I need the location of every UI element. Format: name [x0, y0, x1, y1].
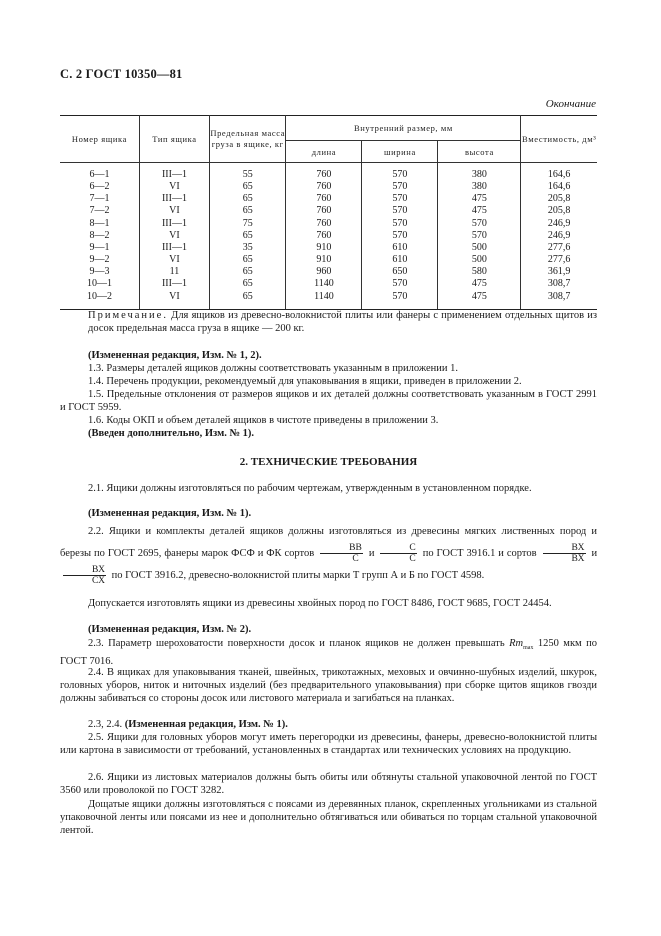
- col-mass-header: Предельная масса груза в ящике, кг: [210, 116, 286, 163]
- rm-subscript: max: [523, 645, 534, 652]
- fraction-c-c: $\frac{С}{С}$: [380, 543, 416, 564]
- table-cell: 205,8: [521, 193, 597, 205]
- note-label: Примечание.: [88, 310, 168, 321]
- para-allow: Допускается изготовлять ящики из древесины хвойных пород по ГОСТ 8486, ГОСТ 9685, ГОСТ 24454.: [88, 598, 552, 609]
- revision-note-1a: (Измененная редакция, Изм. № 1).: [88, 508, 252, 519]
- table-cell: VI: [139, 254, 209, 266]
- fraction-bb-c: $\frac{ВВ}{С}$: [320, 543, 363, 564]
- para-2-2-text-d: по ГОСТ 3916.2, древесно-волокнистой плиты марки Т групп А и Б по ГОСТ 4598.: [111, 570, 485, 581]
- table-row: [60, 230, 597, 242]
- table-cell: 7—2: [60, 205, 139, 217]
- table-row: [60, 218, 597, 230]
- table-cell: 910: [286, 254, 362, 266]
- table-row: [60, 291, 597, 310]
- section-title: 2. ТЕХНИЧЕСКИЕ ТРЕБОВАНИЯ: [239, 456, 418, 468]
- para-2-2: [60, 521, 597, 587]
- note-text: Для ящиков из древесно-волокнистой плиты или фанеры с применением отдельных щитов из досок предельная масса груза в ящике — 200 кг.: [88, 310, 597, 334]
- table-cell: 308,7: [521, 278, 597, 290]
- table-cell: 580: [438, 266, 521, 278]
- table-cell: 10—1: [60, 278, 139, 290]
- rm-symbol: Rm: [509, 638, 524, 649]
- table-cell: 277,6: [521, 254, 597, 266]
- revision-note-2-3-2-4: [88, 719, 597, 732]
- table-cell: 65: [210, 254, 286, 266]
- table-cell: 8—2: [60, 230, 139, 242]
- table-cell: 65: [210, 205, 286, 217]
- table-cell: 55: [210, 163, 286, 182]
- table-row: [60, 205, 597, 217]
- table-cell: 500: [438, 242, 521, 254]
- table-row: [60, 254, 597, 266]
- revision-text: (Измененная редакция, Изм. № 1).: [124, 719, 288, 730]
- table-cell: 35: [210, 242, 286, 254]
- table-cell: 610: [362, 242, 438, 254]
- table-row: [60, 266, 597, 278]
- table-cell: 8—1: [60, 218, 139, 230]
- table-cell: 164,6: [521, 163, 597, 182]
- table-cell: III—1: [139, 218, 209, 230]
- para-2-2-text-a: 2.2. Ящики и комплекты деталей ящиков должны изготовляться из древесины мягких лиственных пород и березы по ГОСТ 2695, фанеры марок ФСФ и ФК сортов: [60, 526, 597, 559]
- table-cell: 570: [362, 181, 438, 193]
- table-cell: 65: [210, 181, 286, 193]
- para-2-6: 2.6. Ящики из листовых материалов должны быть обиты или обтянуты стальной упаковочной лентой по ГОСТ 3560 или проволокой по ГОСТ 3282.: [60, 772, 597, 796]
- table-cell: 246,9: [521, 230, 597, 242]
- table-cell: 570: [362, 193, 438, 205]
- col-height-header: высота: [438, 141, 521, 163]
- table-cell: 65: [210, 266, 286, 278]
- para-2-2-text-c: сортов: [506, 548, 537, 559]
- table-cell: 11: [139, 266, 209, 278]
- revision-note-1-2: (Измененная редакция, Изм. № 1, 2).: [88, 350, 262, 361]
- table-cell: 65: [210, 230, 286, 242]
- table-row: [60, 181, 597, 193]
- table-cell: 475: [438, 278, 521, 290]
- fraction-bx-cx: $\frac{ВХ}{СХ}$: [63, 565, 106, 586]
- col-inner-header: Внутренний размер, мм: [286, 116, 521, 141]
- table-cell: VI: [139, 230, 209, 242]
- table-cell: 760: [286, 218, 362, 230]
- table-cell: 361,9: [521, 266, 597, 278]
- para-2-1: 2.1. Ящики должны изготовляться по рабочим чертежам, утвержденным в установленном порядке.: [88, 483, 532, 494]
- table-cell: III—1: [139, 242, 209, 254]
- table-row: [60, 163, 597, 182]
- table-cell: 308,7: [521, 291, 597, 310]
- col-number-header: Номер ящика: [60, 116, 139, 163]
- col-length-header: длина: [286, 141, 362, 163]
- para-1-3: 1.3. Размеры деталей ящиков должны соответствовать указанным в приложении 1.: [88, 363, 459, 374]
- table-cell: 760: [286, 193, 362, 205]
- table-cell: 570: [438, 218, 521, 230]
- table-cell: 10—2: [60, 291, 139, 310]
- table-cell: 277,6: [521, 242, 597, 254]
- para-2-3: [60, 637, 597, 669]
- conj-and-2: и: [591, 548, 598, 559]
- table-cell: 910: [286, 242, 362, 254]
- para-2-5: 2.5. Ящики для головных уборов могут иметь перегородки из древесины, фанеры, древесно-волокнистой плиты или картона в зависимости от требований, установленных в стандартах или технических условиях на продукцию.: [60, 732, 597, 756]
- continuation-label: Окончание: [545, 98, 596, 110]
- table-cell: 9—3: [60, 266, 139, 278]
- table-cell: 65: [210, 291, 286, 310]
- table-cell: 9—1: [60, 242, 139, 254]
- table-cell: 650: [362, 266, 438, 278]
- page-header: С. 2 ГОСТ 10350—81: [60, 67, 183, 81]
- para-2-4: 2.4. В ящиках для упаковывания тканей, швейных, трикотажных, меховых и овчинно-шубных изделий, шкурок, головных уборов, ниток и ниточных изделий (без предварительного упаковывания) при сборке щитов ящиков гвозди должны забиваться со стороны досок или листового материала и загибаться на планках.: [60, 667, 597, 704]
- table-note: [88, 310, 597, 336]
- table-cell: 6—2: [60, 181, 139, 193]
- table-cell: 205,8: [521, 205, 597, 217]
- table-cell: 570: [362, 205, 438, 217]
- table-cell: 65: [210, 193, 286, 205]
- para-2-2-text-b: по ГОСТ 3916.1 и: [422, 548, 504, 559]
- fraction-bx-bx: $\frac{ВХ}{ВХ}$: [543, 543, 586, 564]
- table-cell: 610: [362, 254, 438, 266]
- para-1-5: 1.5. Предельные отклонения от размеров ящиков и их деталей должны соответствовать указанным в ГОСТ 2991 и ГОСТ 5959.: [60, 389, 597, 413]
- table-cell: 75: [210, 218, 286, 230]
- table-cell: 164,6: [521, 181, 597, 193]
- added-note-1: (Введен дополнительно, Изм. № 1).: [88, 428, 255, 439]
- table-row: [60, 278, 597, 290]
- table-cell: 1140: [286, 291, 362, 310]
- para-1-6: 1.6. Коды ОКП и объем деталей ящиков в чистоте приведены в приложении 3.: [88, 415, 439, 426]
- table-cell: 570: [362, 291, 438, 310]
- table-cell: 9—2: [60, 254, 139, 266]
- table-cell: 500: [438, 254, 521, 266]
- conj-and-1: и: [368, 548, 375, 559]
- revision-items: 2.3, 2.4.: [88, 719, 123, 730]
- table-cell: 960: [286, 266, 362, 278]
- table-cell: VI: [139, 291, 209, 310]
- col-volume-header: Вместимость, дм³: [521, 116, 597, 163]
- table-cell: 1140: [286, 278, 362, 290]
- table-cell: 760: [286, 230, 362, 242]
- table-cell: VI: [139, 181, 209, 193]
- table-cell: 570: [438, 230, 521, 242]
- table-cell: VI: [139, 205, 209, 217]
- table-cell: 475: [438, 205, 521, 217]
- para-wooden-boxes: Дощатые ящики должны изготовляться с поясами из деревянных планок, скрепленных угольниками из стальной упаковочной ленты или поясами из нее и дополнительно обтягиваться или обиваться по торцам стальной упаковочной лентой.: [60, 799, 597, 836]
- table-cell: III—1: [139, 278, 209, 290]
- table-cell: 570: [362, 218, 438, 230]
- table-cell: 760: [286, 181, 362, 193]
- table-cell: 65: [210, 278, 286, 290]
- col-width-header: ширина: [362, 141, 438, 163]
- table-cell: 380: [438, 163, 521, 182]
- table-cell: 570: [362, 230, 438, 242]
- table-cell: III—1: [139, 163, 209, 182]
- para-2-3-text-b: 1250 мкм по ГОСТ 7016.: [60, 638, 597, 668]
- table-cell: 570: [362, 278, 438, 290]
- para-2-3-text-a: 2.3. Параметр шероховатости поверхности досок и планок ящиков не должен превышать: [88, 638, 505, 649]
- table-cell: III—1: [139, 193, 209, 205]
- table-cell: 380: [438, 181, 521, 193]
- table-cell: 760: [286, 205, 362, 217]
- table-row: [60, 242, 597, 254]
- table-cell: 7—1: [60, 193, 139, 205]
- revision-note-2: (Измененная редакция, Изм. № 2).: [88, 624, 252, 635]
- table-cell: 246,9: [521, 218, 597, 230]
- table-cell: 475: [438, 193, 521, 205]
- boxes-table: [60, 115, 597, 310]
- table-cell: 475: [438, 291, 521, 310]
- table-cell: 760: [286, 163, 362, 182]
- table-cell: 6—1: [60, 163, 139, 182]
- col-type-header: Тип ящика: [139, 116, 209, 163]
- table-cell: 570: [362, 163, 438, 182]
- para-1-4: 1.4. Перечень продукции, рекомендуемый для упаковывания в ящики, приведен в приложении 2.: [88, 376, 522, 387]
- table-row: [60, 193, 597, 205]
